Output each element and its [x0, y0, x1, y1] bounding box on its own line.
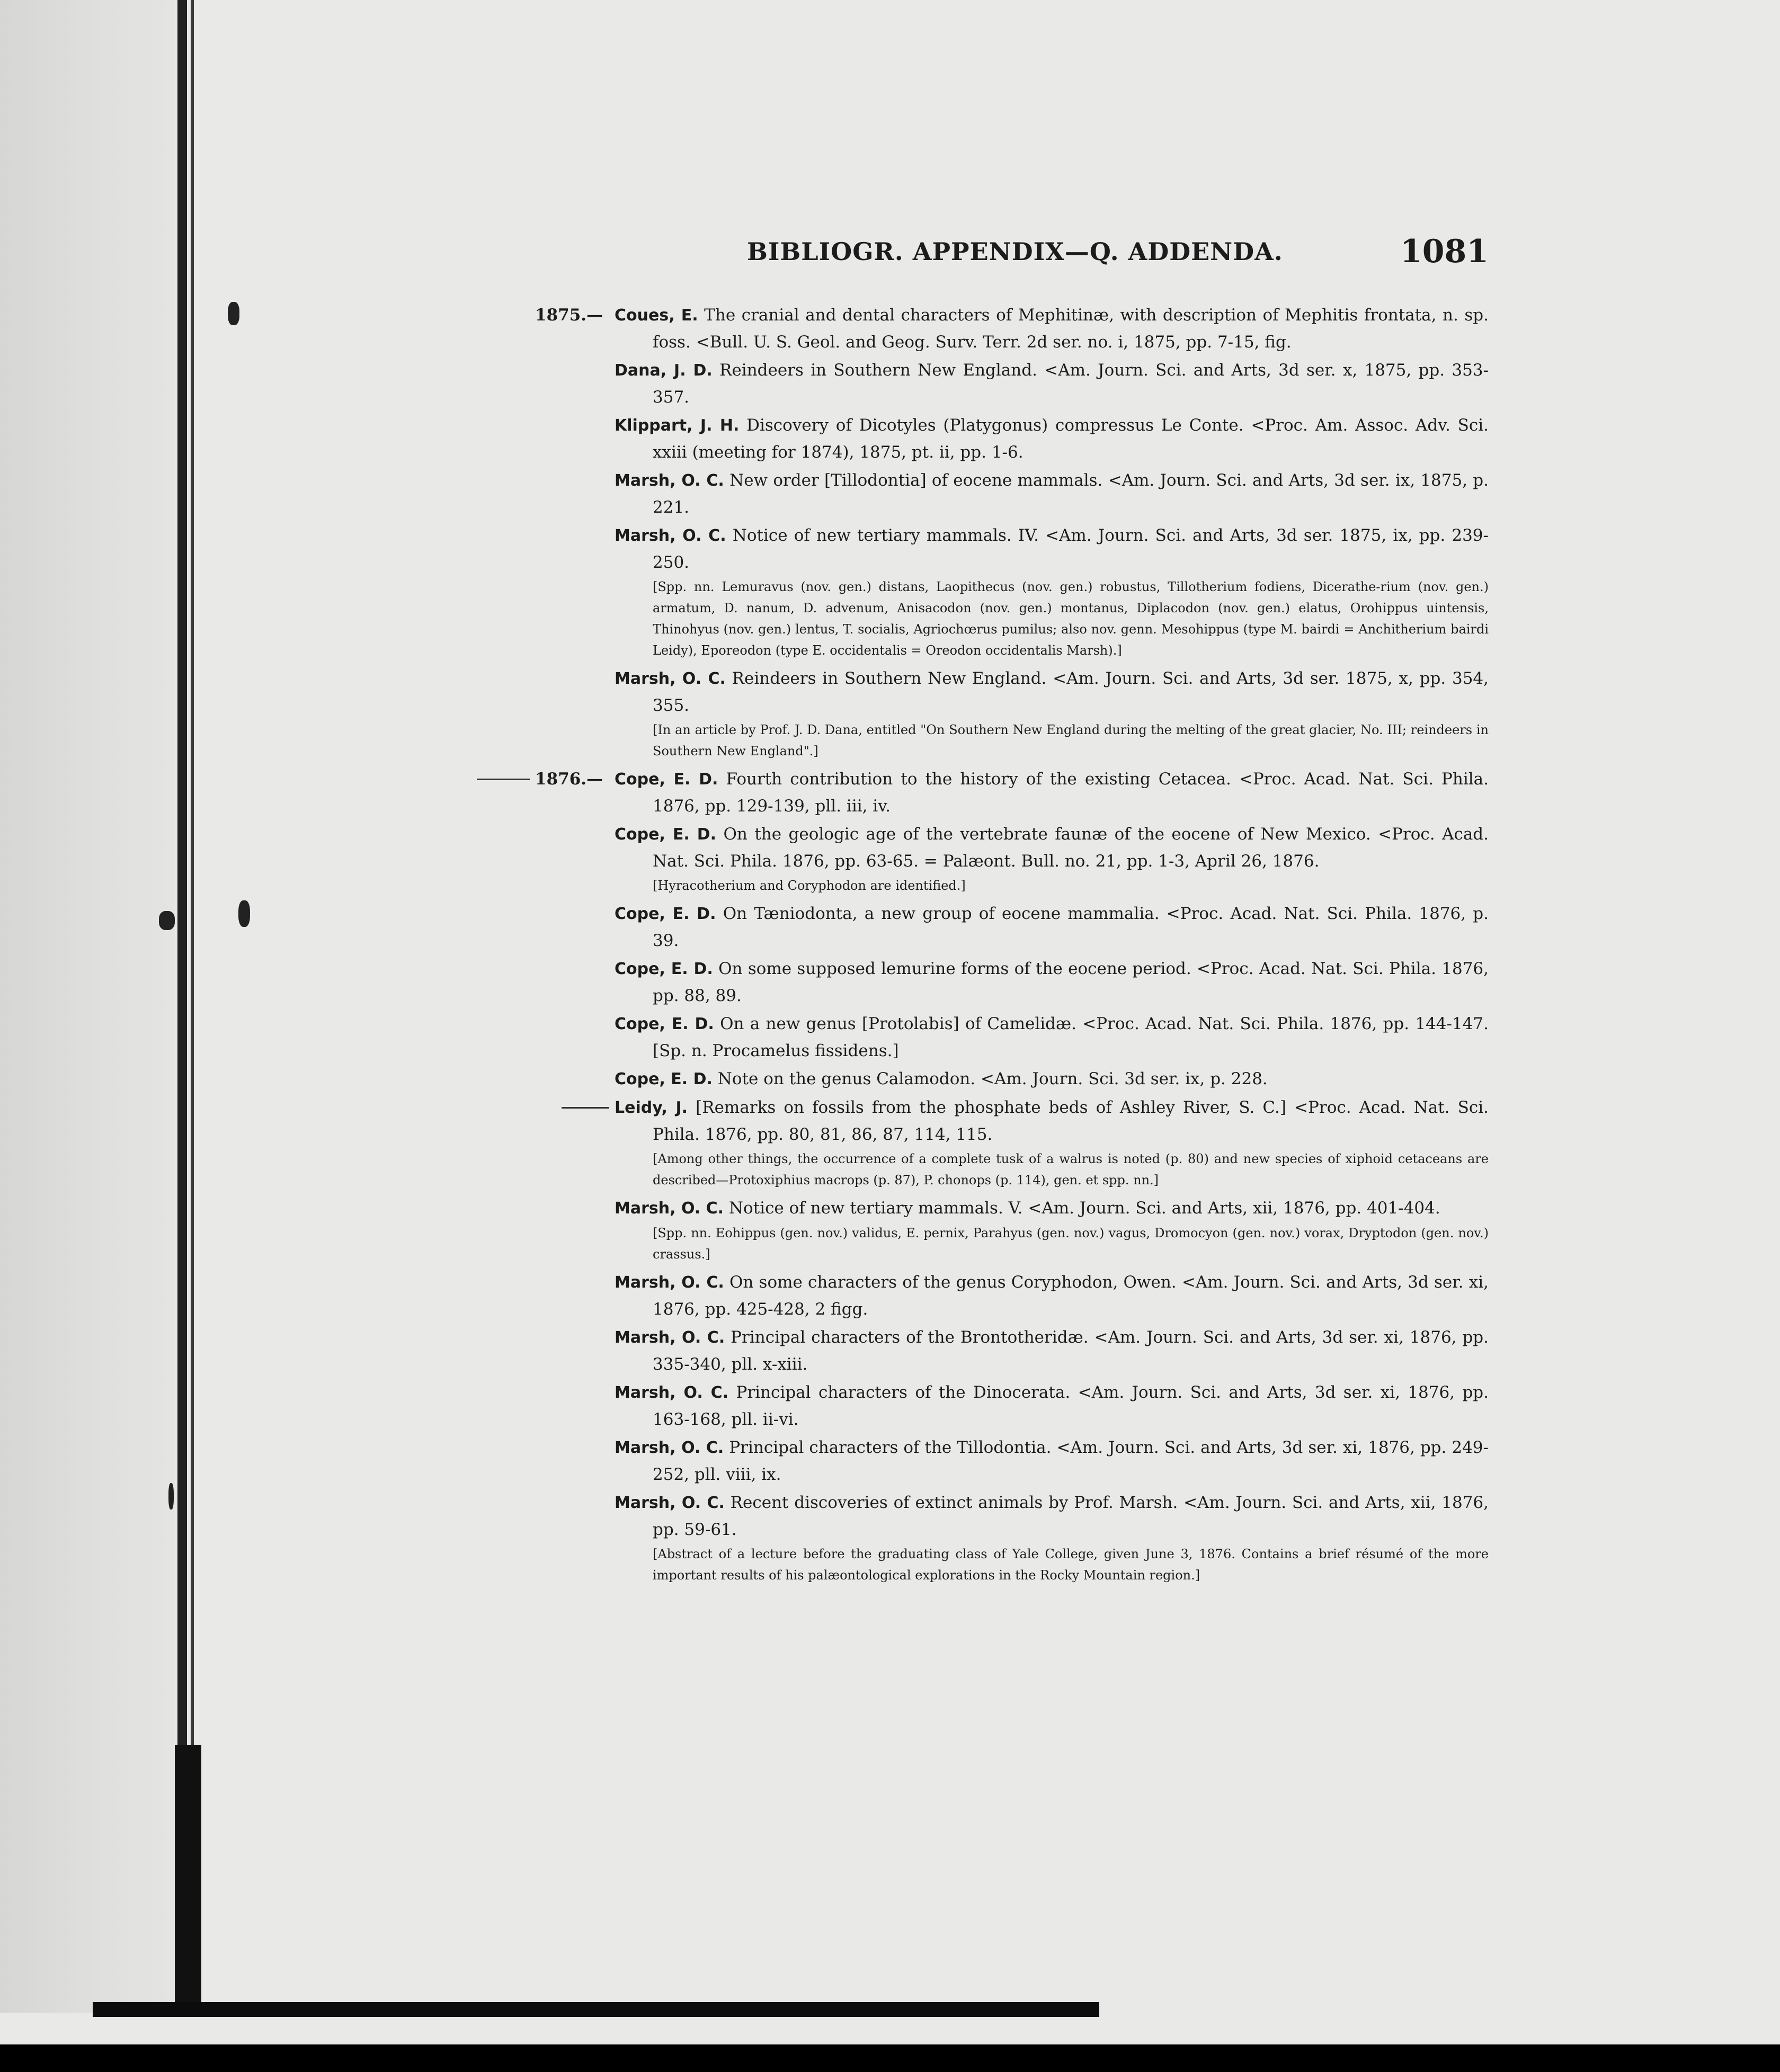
- entry-note: [Spp. nn. Eohippus (gen. nov.) validus, E. pernix, Parahyus (gen. nov.) vagus, Dromocyon (gen. nov.) vorax, Dryptodon (gen. nov.) crassus.]: [653, 1226, 1489, 1262]
- entry-citation: Reindeers in Southern New England. <Am. Journ. Sci. and Arts, 3d ser. 1875, x, pp. 354, 355.: [653, 669, 1489, 715]
- entry-body: [615, 1195, 1489, 1222]
- binding-mark: [238, 900, 250, 927]
- entry-author: Marsh, O. C.: [615, 471, 724, 490]
- entry-citation: The cranial and dental characters of Mephitinæ, with description of Mephitis frontata, n. sp. foss. <Bull. U. S. Geol. and Geog. Surv. Terr. 2d ser. no. i, 1875, pp. 7-15, fig.: [653, 306, 1489, 352]
- binding-foot: [175, 1745, 201, 2010]
- entry-author: Klippart, J. H.: [615, 416, 740, 435]
- bibliography-entry: [535, 1066, 1489, 1093]
- entry-citation: Reindeers in Southern New England. <Am. Journ. Sci. and Arts, 3d ser. x, 1875, pp. 353-357.: [653, 361, 1489, 407]
- bibliography-entry: [535, 1269, 1489, 1323]
- entry-author: Dana, J. D.: [615, 361, 713, 380]
- entry-body: [615, 1324, 1489, 1378]
- entry-body: [615, 302, 1489, 355]
- entry-citation: On a new genus [Protolabis] of Camelidæ. <Proc. Acad. Nat. Sci. Phila. 1876, pp. 144-147. [Sp. n. Procamelus fissidens.]: [653, 1014, 1489, 1060]
- entry-body: [615, 1011, 1489, 1064]
- page-number: 1081: [1400, 233, 1489, 270]
- entry-author: Marsh, O. C.: [615, 1273, 724, 1292]
- entry-body: [615, 467, 1489, 521]
- bibliography-entry: [535, 955, 1489, 1009]
- bibliography-entry: [535, 821, 1489, 874]
- bibliography-entry: [535, 900, 1489, 954]
- entry-body: [615, 412, 1489, 466]
- entry-citation: Principal characters of the Tillodontia. <Am. Journ. Sci. and Arts, 3d ser. xi, 1876, pp. 249-252, pll. viii, ix.: [653, 1438, 1489, 1484]
- entry-citation: On some characters of the genus Coryphodon, Owen. <Am. Journ. Sci. and Arts, 3d ser. xi, 1876, pp. 425-428, 2 figg.: [653, 1273, 1489, 1319]
- bibliography-entry: [535, 1489, 1489, 1543]
- entry-citation: Note on the genus Calamodon. <Am. Journ. Sci. 3d ser. ix, p. 228.: [717, 1069, 1268, 1088]
- bibliography-list: [535, 302, 1489, 1590]
- margin-pencil-mark: [562, 1107, 609, 1109]
- binding-edge: [177, 0, 187, 1748]
- binding-mark: [159, 911, 175, 930]
- entry-author: Marsh, O. C.: [615, 1494, 725, 1512]
- entry-author: Marsh, O. C.: [615, 526, 726, 545]
- bibliography-entry: [535, 1011, 1489, 1064]
- entry-citation: On the geologic age of the vertebrate faunæ of the eocene of New Mexico. <Proc. Acad. Nat. Sci. Phila. 1876, pp. 63-65. = Palæont. Bull. no. 21, pp. 1-3, April 26, 1876.: [653, 825, 1489, 871]
- bibliography-entry: [535, 1195, 1489, 1222]
- entry-body: [615, 665, 1489, 719]
- entry-body: [615, 1379, 1489, 1433]
- entry-body: [615, 1434, 1489, 1488]
- bibliography-entry: [535, 766, 1489, 819]
- entry-body: [615, 955, 1489, 1009]
- entry-author: Cope, E. D.: [615, 960, 713, 978]
- entry-author: Cope, E. D.: [615, 1070, 713, 1088]
- entry-body: [615, 900, 1489, 954]
- bottom-edge-rule: [93, 2002, 1099, 2017]
- entry-author: Marsh, O. C.: [615, 669, 726, 688]
- entry-citation: Recent discoveries of extinct animals by Prof. Marsh. <Am. Journ. Sci. and Arts, xii, 1876, pp. 59-61.: [653, 1493, 1489, 1539]
- entry-body: [615, 766, 1489, 819]
- entry-note: [Hyracotherium and Coryphodon are identified.]: [653, 878, 966, 893]
- entry-citation: Principal characters of the Brontotheridæ. <Am. Journ. Sci. and Arts, 3d ser. xi, 1876, pp. 335-340, pll. x-xiii.: [653, 1328, 1489, 1374]
- scan-bottom-band: [0, 2044, 1780, 2072]
- bibliography-entry: [535, 1324, 1489, 1378]
- entry-author: Cope, E. D.: [615, 770, 718, 789]
- entry-body: [615, 522, 1489, 576]
- entry-author: Marsh, O. C.: [615, 1383, 729, 1402]
- bibliography-entry: [535, 1434, 1489, 1488]
- entry-author: Cope, E. D.: [615, 825, 717, 844]
- page-header: [747, 233, 1489, 275]
- entry-author: Coues, E.: [615, 306, 698, 325]
- entry-note: [In an article by Prof. J. D. Dana, entitled "On Southern New England during the melting of the great glacier, No. III; reindeers in Southern New England".]: [653, 722, 1489, 758]
- entry-citation: New order [Tillodontia] of eocene mammals. <Am. Journ. Sci. and Arts, 3d ser. ix, 1875, p. 221.: [653, 471, 1489, 517]
- entry-note: [Abstract of a lecture before the graduating class of Yale College, given June 3, 1876. Contains a brief résumé of the more important results of his palæontological explorations in the Rocky Mountain region.]: [653, 1547, 1489, 1583]
- entry-citation: [Remarks on fossils from the phosphate beds of Ashley River, S. C.] <Proc. Acad. Nat. Sci. Phila. 1876, pp. 80, 81, 86, 87, 114, 115.: [653, 1098, 1489, 1144]
- entry-citation: Notice of new tertiary mammals. IV. <Am. Journ. Sci. and Arts, 3d ser. 1875, ix, pp. 239-250.: [653, 526, 1489, 572]
- binding-mark: [228, 302, 239, 325]
- entry-body: [615, 1094, 1489, 1148]
- bibliography-entry: [535, 357, 1489, 410]
- bibliography-entry: [535, 467, 1489, 521]
- entry-body: [615, 821, 1489, 874]
- entry-author: Marsh, O. C.: [615, 1328, 725, 1347]
- bibliography-entry: [535, 522, 1489, 576]
- running-head: BIBLIOGR. APPENDIX—Q. ADDENDA.: [747, 237, 1283, 266]
- entry-citation: Notice of new tertiary mammals. V. <Am. Journ. Sci. and Arts, xii, 1876, pp. 401-404.: [728, 1199, 1440, 1218]
- entry-author: Cope, E. D.: [615, 1015, 714, 1033]
- entry-body: [615, 1489, 1489, 1543]
- entry-author: Marsh, O. C.: [615, 1439, 724, 1457]
- left-margin: [0, 0, 175, 2013]
- entry-citation: Discovery of Dicotyles (Platygonus) compressus Le Conte. <Proc. Am. Assoc. Adv. Sci. xxiii (meeting for 1874), 1875, pt. ii, pp. 1-6.: [653, 416, 1489, 462]
- entry-note: [Among other things, the occurrence of a complete tusk of a walrus is noted (p. 80) and new species of xiphoid cetaceans are described—Protoxiphius macrops (p. 87), P. chonops (p. 114), gen. et spp. nn.]: [653, 1151, 1489, 1187]
- entry-body: [615, 1269, 1489, 1323]
- entry-year: 1876.—: [535, 770, 603, 789]
- entry-citation: On some supposed lemurine forms of the eocene period. <Proc. Acad. Nat. Sci. Phila. 1876, pp. 88, 89.: [653, 959, 1489, 1005]
- margin-pencil-mark: [477, 779, 530, 780]
- entry-body: [615, 1066, 1489, 1093]
- binding-mark: [168, 1483, 174, 1510]
- entry-body: [615, 357, 1489, 410]
- entry-note: [Spp. nn. Lemuravus (nov. gen.) distans, Laopithecus (nov. gen.) robustus, Tillotherium fodiens, Dicerathe-rium (nov. gen.) armatum, D. nanum, D. advenum, Anisacodon (nov. gen.) montanus, Diplacodon (nov. gen.) elatus, Orohippus uintensis, Thinohyus (nov. gen.) lentus, T. socialis, Agriochœrus pumilus; also nov. genn. Mesohippus (type M. bairdi = Anchitherium bairdi Leidy), Eporeodon (type E. occidentalis = Oreodon occidentalis Marsh).]: [653, 579, 1489, 658]
- bibliography-entry: [535, 665, 1489, 719]
- bibliography-entry: [535, 412, 1489, 466]
- entry-author: Leidy, J.: [615, 1098, 688, 1117]
- entry-author: Cope, E. D.: [615, 905, 716, 923]
- entry-citation: On Tæniodonta, a new group of eocene mammalia. <Proc. Acad. Nat. Sci. Phila. 1876, p. 39.: [653, 904, 1489, 950]
- bibliography-entry: [535, 302, 1489, 355]
- bibliography-entry: [535, 1379, 1489, 1433]
- binding-edge-shadow: [191, 0, 194, 1748]
- entry-author: Marsh, O. C.: [615, 1199, 724, 1218]
- entry-citation: Principal characters of the Dinocerata. <Am. Journ. Sci. and Arts, 3d ser. xi, 1876, pp. 163-168, pll. ii-vi.: [653, 1383, 1489, 1429]
- entry-year: 1875.—: [535, 306, 603, 325]
- bibliography-entry: [535, 1094, 1489, 1148]
- entry-citation: Fourth contribution to the history of the existing Cetacea. <Proc. Acad. Nat. Sci. Phila. 1876, pp. 129-139, pll. iii, iv.: [653, 770, 1489, 816]
